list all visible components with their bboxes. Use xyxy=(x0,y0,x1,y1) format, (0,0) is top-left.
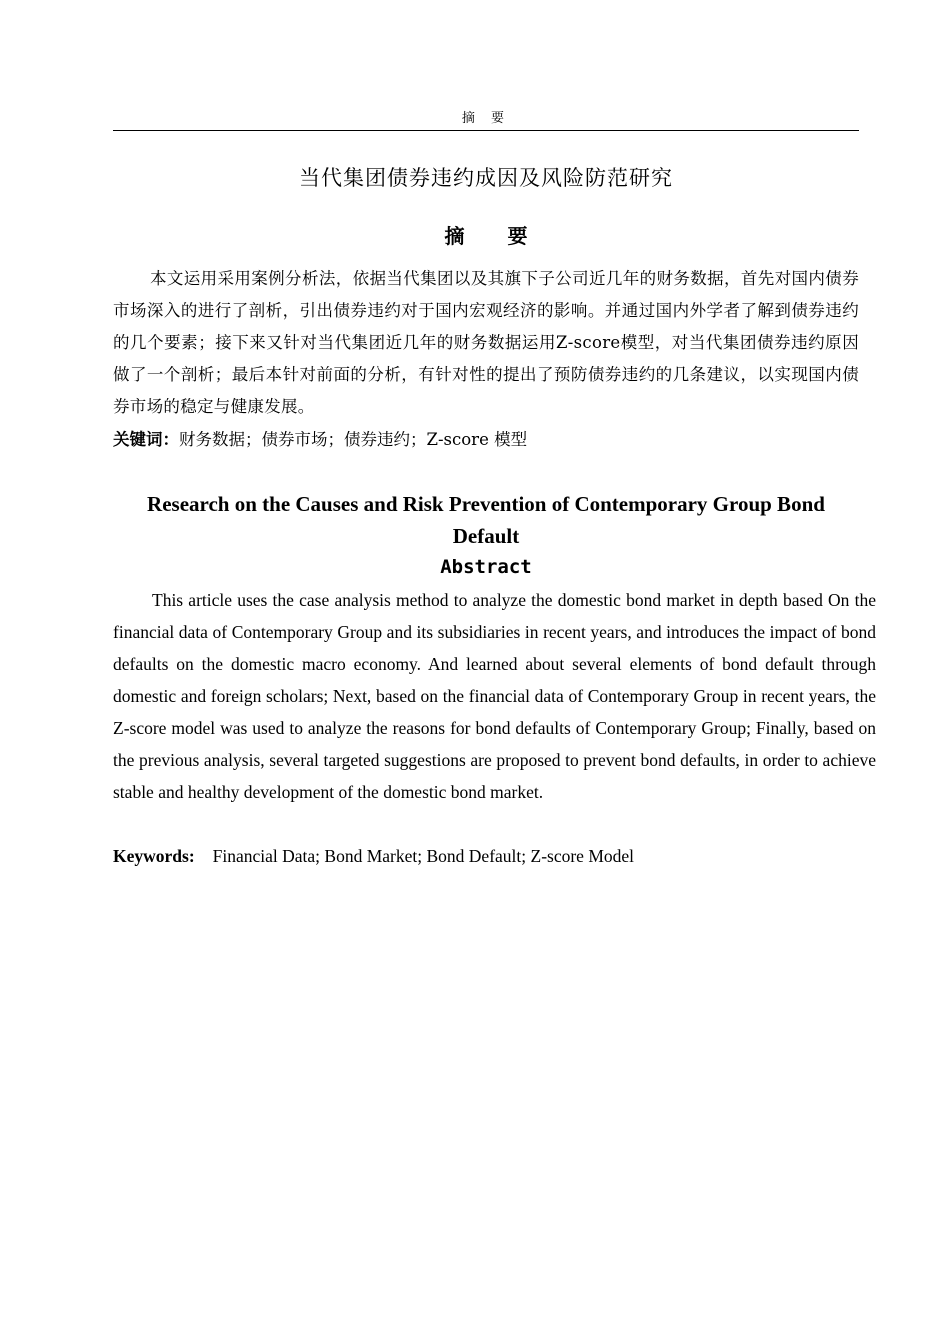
chinese-keywords-list: 财务数据；债券市场；债券违约；Z-score 模型 xyxy=(179,430,528,449)
english-keywords-label: Keywords: xyxy=(113,846,195,866)
chinese-keywords-label: 关键词： xyxy=(113,430,179,449)
running-header xyxy=(113,108,859,131)
running-header-title: 摘 要 xyxy=(461,111,511,126)
chinese-abstract-body: 本文运用采用案例分析法，依据当代集团以及其旗下子公司近几年的财务数据，首先对国内债券市场深入的进行了剖析，引出债券违约对于国内宏观经济的影响。并通过国内外学者了解到债券违约的几个要素；接下来又针对当代集团近几年的财务数据运用Z-score模型，对当代集团债券违约原因做了一个剖析；最后本针对前面的分析，有针对性的提出了预防债券违约的几条建议，以实现国内债券市场的稳定与健康发展。 xyxy=(113,269,859,416)
chinese-keywords xyxy=(113,424,859,456)
chinese-abstract-heading: 摘 要 xyxy=(444,224,546,248)
english-title: Research on the Causes and Risk Prevention of Contemporary Group Bond Default xyxy=(147,492,825,548)
english-keywords-list: Financial Data; Bond Market; Bond Default; Z-score Model xyxy=(212,846,635,866)
english-abstract-heading: Abstract xyxy=(440,556,532,578)
chinese-title: 当代集团债券违约成因及风险防范研究 xyxy=(299,166,673,190)
english-keywords xyxy=(113,840,876,872)
english-abstract-body: This article uses the case analysis method to analyze the domestic bond market in depth based On the financial data of Contemporary Group and its subsidiaries in recent years, and introduces the impact of bond defaults on the domestic macro economy. And learned about several elements of bond default through domestic and foreign scholars; Next, based on the financial data of Contemporary Group in recent years, the Z-score model was used to analyze the reasons for bond defaults of Contemporary Group; Finally, based on the previous analysis, several targeted suggestions are proposed to prevent bond defaults, in order to achieve stable and healthy development of the domestic bond market. xyxy=(113,590,876,802)
